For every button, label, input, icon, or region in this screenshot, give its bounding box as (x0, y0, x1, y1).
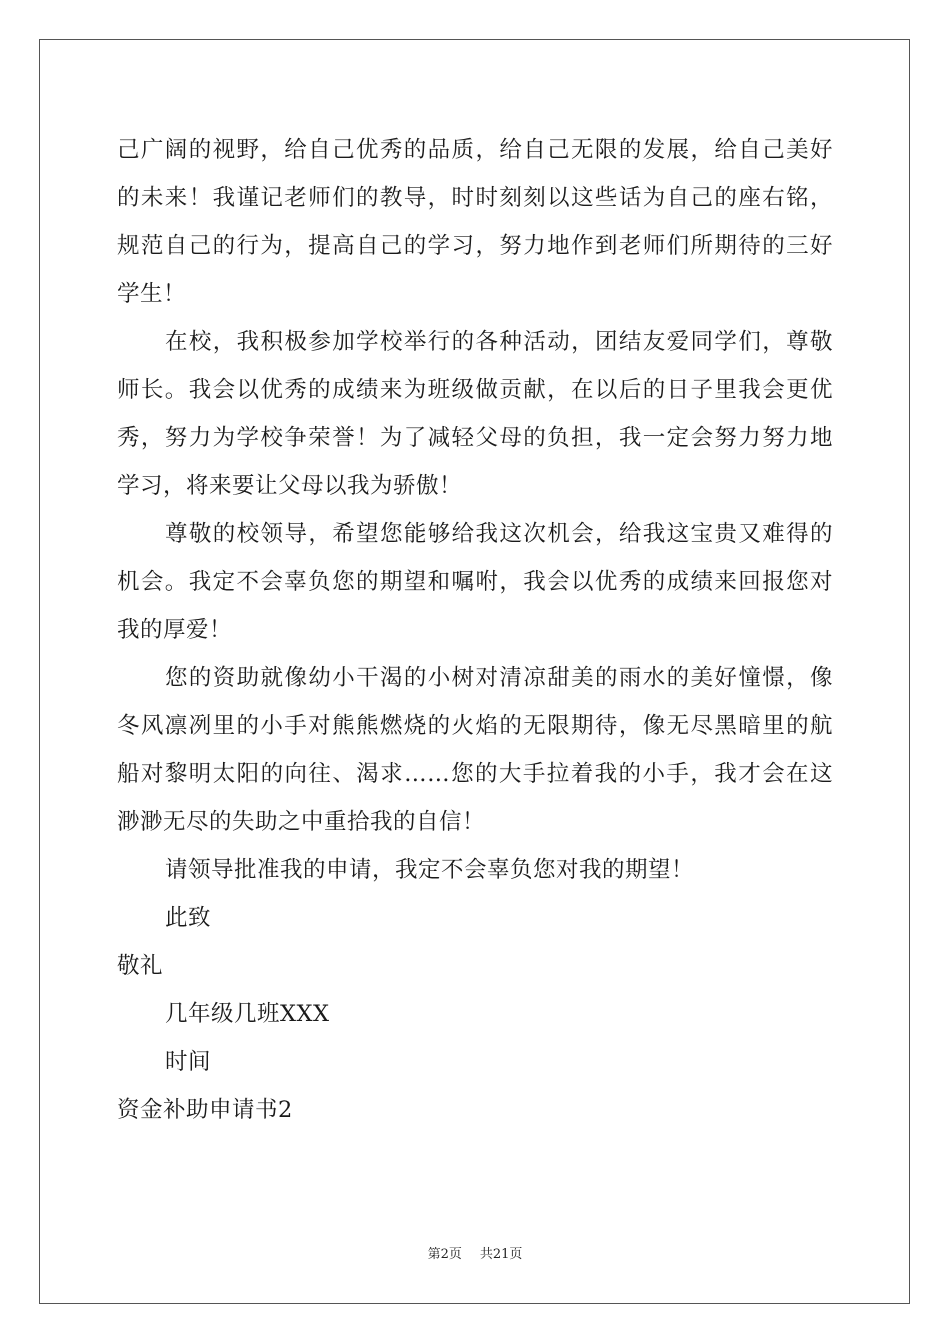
body-line-3: 规范自己的行为，提高自己的学习，努力地作到老师们所期待的三好 (117, 233, 833, 259)
page-footer (0, 1245, 950, 1265)
closing-salutation: 此致 (165, 905, 212, 931)
page-number: 第2页 (427, 1247, 462, 1262)
body-line-11: 我的厚爱！ (117, 617, 233, 643)
total-pages: 共21页 (479, 1247, 523, 1262)
body-line-9: 尊敬的校领导，希望您能够给我这次机会，给我这宝贵又难得的 (165, 521, 833, 547)
body-line-14: 船对黎明太阳的向往、渴求……您的大手拉着我的小手，我才会在这 (117, 761, 833, 787)
body-line-16: 请领导批准我的申请，我定不会辜负您对我的期望！ (165, 857, 695, 883)
body-line-8: 学习，将来要让父母以我为骄傲！ (117, 473, 463, 499)
body-line-4: 学生！ (117, 281, 187, 307)
document-body (117, 126, 833, 1134)
body-line-10: 机会。我定不会辜负您的期望和嘱咐，我会以优秀的成绩来回报您对 (117, 569, 833, 595)
closing-regards: 敬礼 (117, 953, 164, 979)
body-line-2: 的未来！我谨记老师们的教导，时时刻刻以这些话为自己的座右铭， (117, 185, 833, 211)
signature-class: 几年级几班XXX (165, 1001, 330, 1027)
body-line-12: 您的资助就像幼小干渴的小树对清凉甜美的雨水的美好憧憬，像 (165, 665, 833, 691)
body-line-5: 在校，我积极参加学校举行的各种活动，团结友爱同学们，尊敬 (165, 329, 833, 355)
signature-date: 时间 (165, 1049, 212, 1075)
body-line-15: 渺渺无尽的失助之中重拾我的自信！ (117, 809, 486, 835)
body-line-6: 师长。我会以优秀的成绩来为班级做贡献，在以后的日子里我会更优 (117, 377, 833, 403)
body-line-7: 秀，努力为学校争荣誉！为了减轻父母的负担，我一定会努力努力地 (117, 425, 833, 451)
body-line-13: 冬风凛冽里的小手对熊熊燃烧的火焰的无限期待，像无尽黑暗里的航 (117, 713, 833, 739)
next-section-heading: 资金补助申请书2 (117, 1097, 293, 1123)
body-line-1: 己广阔的视野，给自己优秀的品质，给自己无限的发展，给自己美好 (117, 137, 833, 163)
